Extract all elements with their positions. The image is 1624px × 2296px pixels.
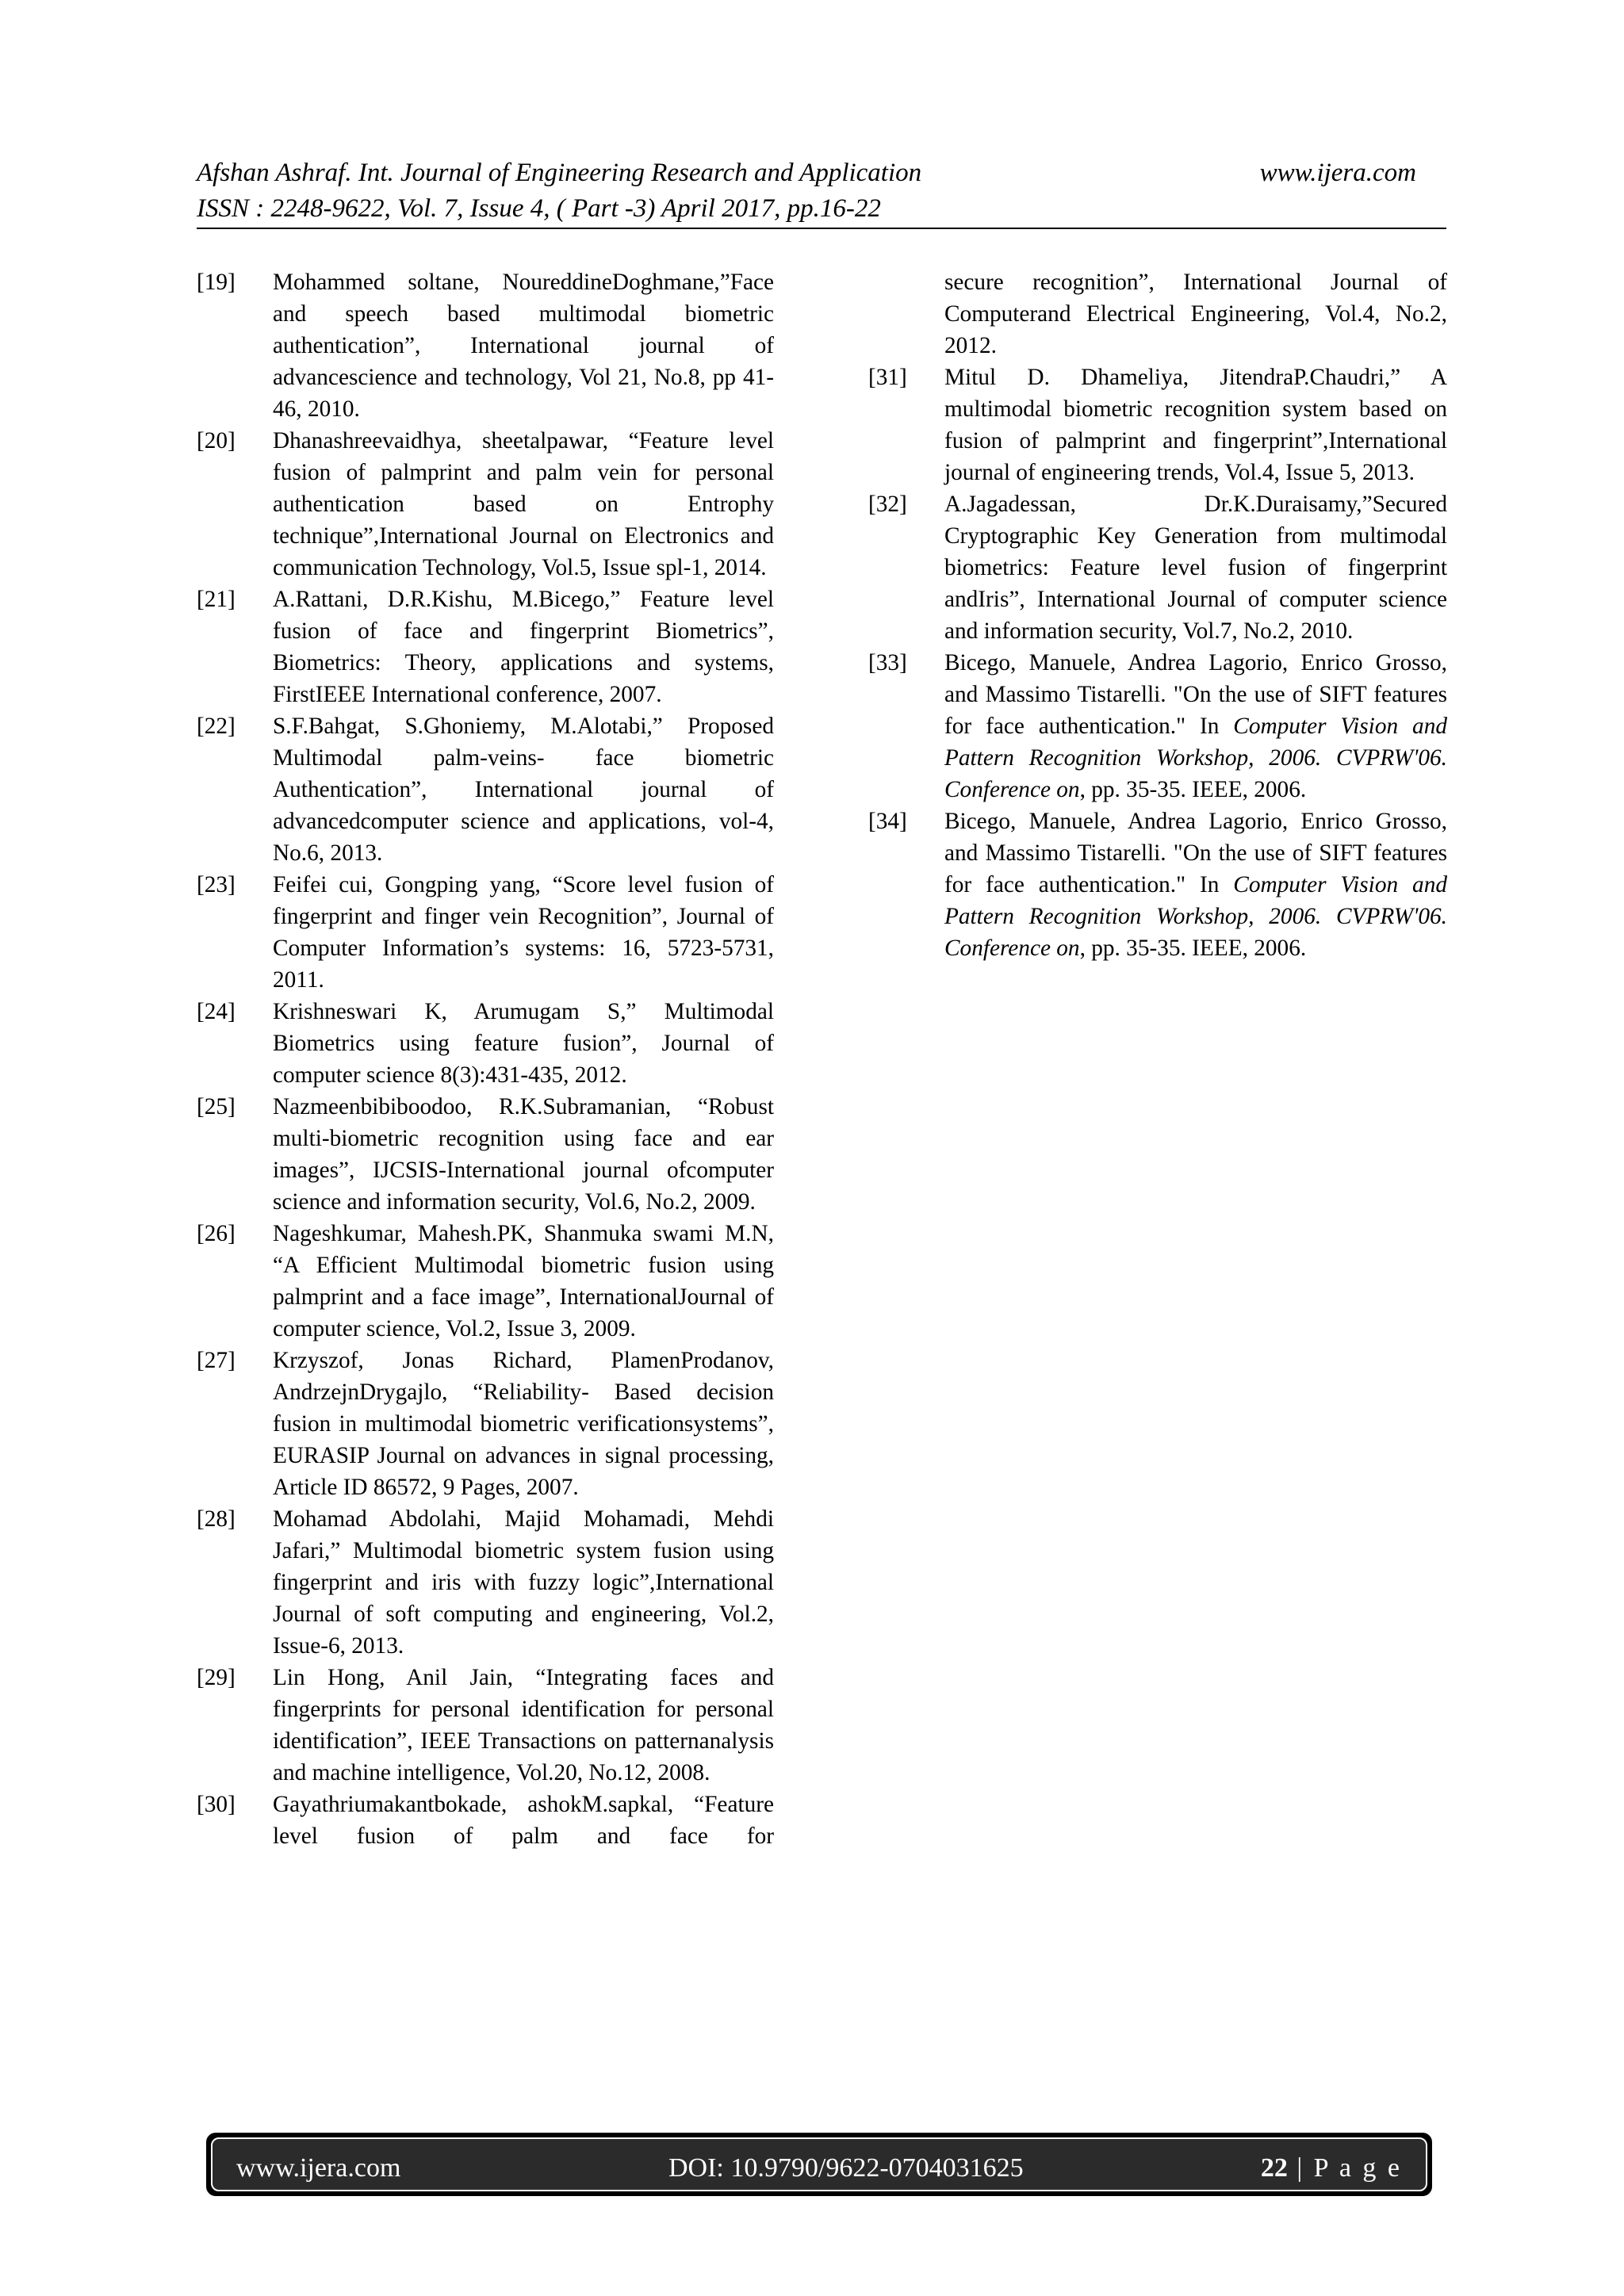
reference-item [197,1345,774,1503]
reference-item [197,710,774,869]
references-column-right [868,266,1447,964]
reference-number: [23] [197,872,236,897]
reference-number: [20] [197,428,236,453]
reference-text: Nageshkumar, Mahesh.PK, Shanmuka swami M.N, “A Efficient Multimodal biometric fusion using palmprint and a face image”, InternationalJournal of computer science, Vol.2, Issue 3, 2009. [273,1221,774,1341]
reference-number: [28] [197,1506,236,1532]
header-site-link[interactable]: www.ijera.com [1259,159,1416,187]
reference-number: [31] [868,365,907,390]
header-divider [197,228,1446,229]
page-label: | P a g e [1287,2153,1402,2183]
reference-number: [30] [197,1792,236,1817]
reference-text-plain: Bicego, Manuele, Andrea Lagorio, Enrico Grosso, and Massimo Tistarelli. "On the use of SIFT features for face authentication." In [944,650,1447,739]
reference-venue-italic: Computer Vision and Pattern Recognition Workshop, 2006. CVPRW'06. Conference on [944,872,1447,961]
reference-text: Feifei cui, Gongping yang, “Score level fusion of fingerprint and finger vein Recognition”, Journal of Computer Information’s systems: 16, 5723-5731, 2011. [273,872,774,993]
reference-number: [33] [868,650,907,675]
reference-number: [19] [197,270,236,295]
reference-text-plain: , pp. 35-35. IEEE, 2006. [1079,936,1307,961]
reference-item [197,1662,774,1789]
footer-doi: DOI: 10.9790/9622-0704031625 [668,2153,1024,2183]
reference-text: Lin Hong, Anil Jain, “Integrating faces and fingerprints for personal identification for personal identification”, IEEE Transactions on patternanalysis and machine intelligence, Vol.20, No.12, 2008. [273,1665,774,1785]
header-issn-line: ISSN : 2248-9622, Vol. 7, Issue 4, ( Part -3) April 2017, pp.16-22 [197,194,881,223]
footer-site-link[interactable]: www.ijera.com [236,2153,401,2183]
reference-number: [21] [197,587,236,612]
reference-text: Krzyszof, Jonas Richard, PlamenProdanov, AndrzejnDrygajlo, “Reliability- Based decision fusion in multimodal biometric verificationsystems”, EURASIP Journal on advances in signal processing, Article ID 86572, 9 Pages, 2007. [273,1348,774,1500]
reference-item [197,869,774,996]
reference-item [197,1091,774,1218]
reference-text: secure recognition”, International Journal of Computerand Electrical Engineering, Vol.4, No.2, 2012. [944,270,1447,358]
reference-item [868,362,1447,488]
reference-item-continued [868,266,1447,362]
reference-number: [25] [197,1094,236,1119]
reference-number: [26] [197,1221,236,1246]
reference-text [944,647,1447,806]
reference-text: A.Rattani, D.R.Kishu, M.Bicego,” Feature level fusion of face and fingerprint Biometrics”, Biometrics: Theory, applications and systems, FirstIEEE International conference, 2007. [273,587,774,707]
reference-venue-italic: Computer Vision and Pattern Recognition Workshop, 2006. CVPRW'06. Conference on [944,714,1447,802]
reference-text: Mohammed soltane, NoureddineDoghmane,”Face and speech based multimodal biometric authentication”, International journal of advancescience and technology, Vol 21, No.8, pp 41-46, 2010. [273,270,774,422]
reference-item [868,806,1447,964]
reference-text-plain: , pp. 35-35. IEEE, 2006. [1079,777,1307,802]
reference-item [197,996,774,1091]
reference-item [197,266,774,425]
reference-item [868,647,1447,806]
page-number: 22 [1260,2153,1288,2183]
reference-text: Dhanashreevaidhya, sheetalpawar, “Feature level fusion of palmprint and palm vein for personal authentication based on Entrophy technique”,International Journal on Electronics and communication Technology, Vol.5, Issue spl-1, 2014. [273,428,774,580]
reference-number: [27] [197,1348,236,1373]
reference-item [868,488,1447,647]
reference-item [197,584,774,710]
reference-number: [32] [868,492,907,517]
reference-text: S.F.Bahgat, S.Ghoniemy, M.Alotabi,” Proposed Multimodal palm-veins- face biometric Authentication”, International journal of advancedcomputer science and applications, vol-4, No.6, 2013. [273,714,774,866]
page-footer [206,2133,1432,2196]
reference-item [197,1503,774,1662]
running-header [197,155,1228,227]
references-column-left [197,266,774,1852]
reference-text: A.Jagadessan, Dr.K.Duraisamy,”Secured Cryptographic Key Generation from multimodal biometrics: Feature level fusion of fingerprint andIris”, International Journal of computer science and information security, Vol.7, No.2, 2010. [944,492,1447,644]
reference-number: [24] [197,999,236,1024]
footer-inner-frame [211,2137,1427,2191]
reference-item [197,1789,774,1852]
reference-text: Gayathriumakantbokade, ashokM.sapkal, “Feature level fusion of palm and face for [273,1792,774,1849]
reference-text: Nazmeenbibiboodoo, R.K.Subramanian, “Robust multi-biometric recognition using face and ear images”, IJCSIS-International journal ofcomputer science and information security, Vol.6, No.2, 2009. [273,1094,774,1215]
footer-page-number [1261,2152,1402,2184]
reference-text [944,806,1447,964]
reference-text: Mitul D. Dhameliya, JitendraP.Chaudri,” A multimodal biometric recognition system based on fusion of palmprint and fingerprint”,International journal of engineering trends, Vol.4, Issue 5, 2013. [944,365,1447,485]
reference-number: [22] [197,714,236,739]
reference-item [197,1218,774,1345]
reference-text-plain: Bicego, Manuele, Andrea Lagorio, Enrico Grosso, and Massimo Tistarelli. "On the use of SIFT features for face authentication." In [944,809,1447,897]
reference-item [197,425,774,584]
reference-text: Mohamad Abdolahi, Majid Mohamadi, Mehdi Jafari,” Multimodal biometric system fusion using fingerprint and iris with fuzzy logic”,International Journal of soft computing and engineering, Vol.2, Issue-6, 2013. [273,1506,774,1659]
header-journal-line: Afshan Ashraf. Int. Journal of Engineering Research and Application [197,159,922,187]
reference-text: Krishneswari K, Arumugam S,” Multimodal Biometrics using feature fusion”, Journal of computer science 8(3):431-435, 2012. [273,999,774,1088]
reference-number: [34] [868,809,907,834]
reference-number: [29] [197,1665,236,1690]
